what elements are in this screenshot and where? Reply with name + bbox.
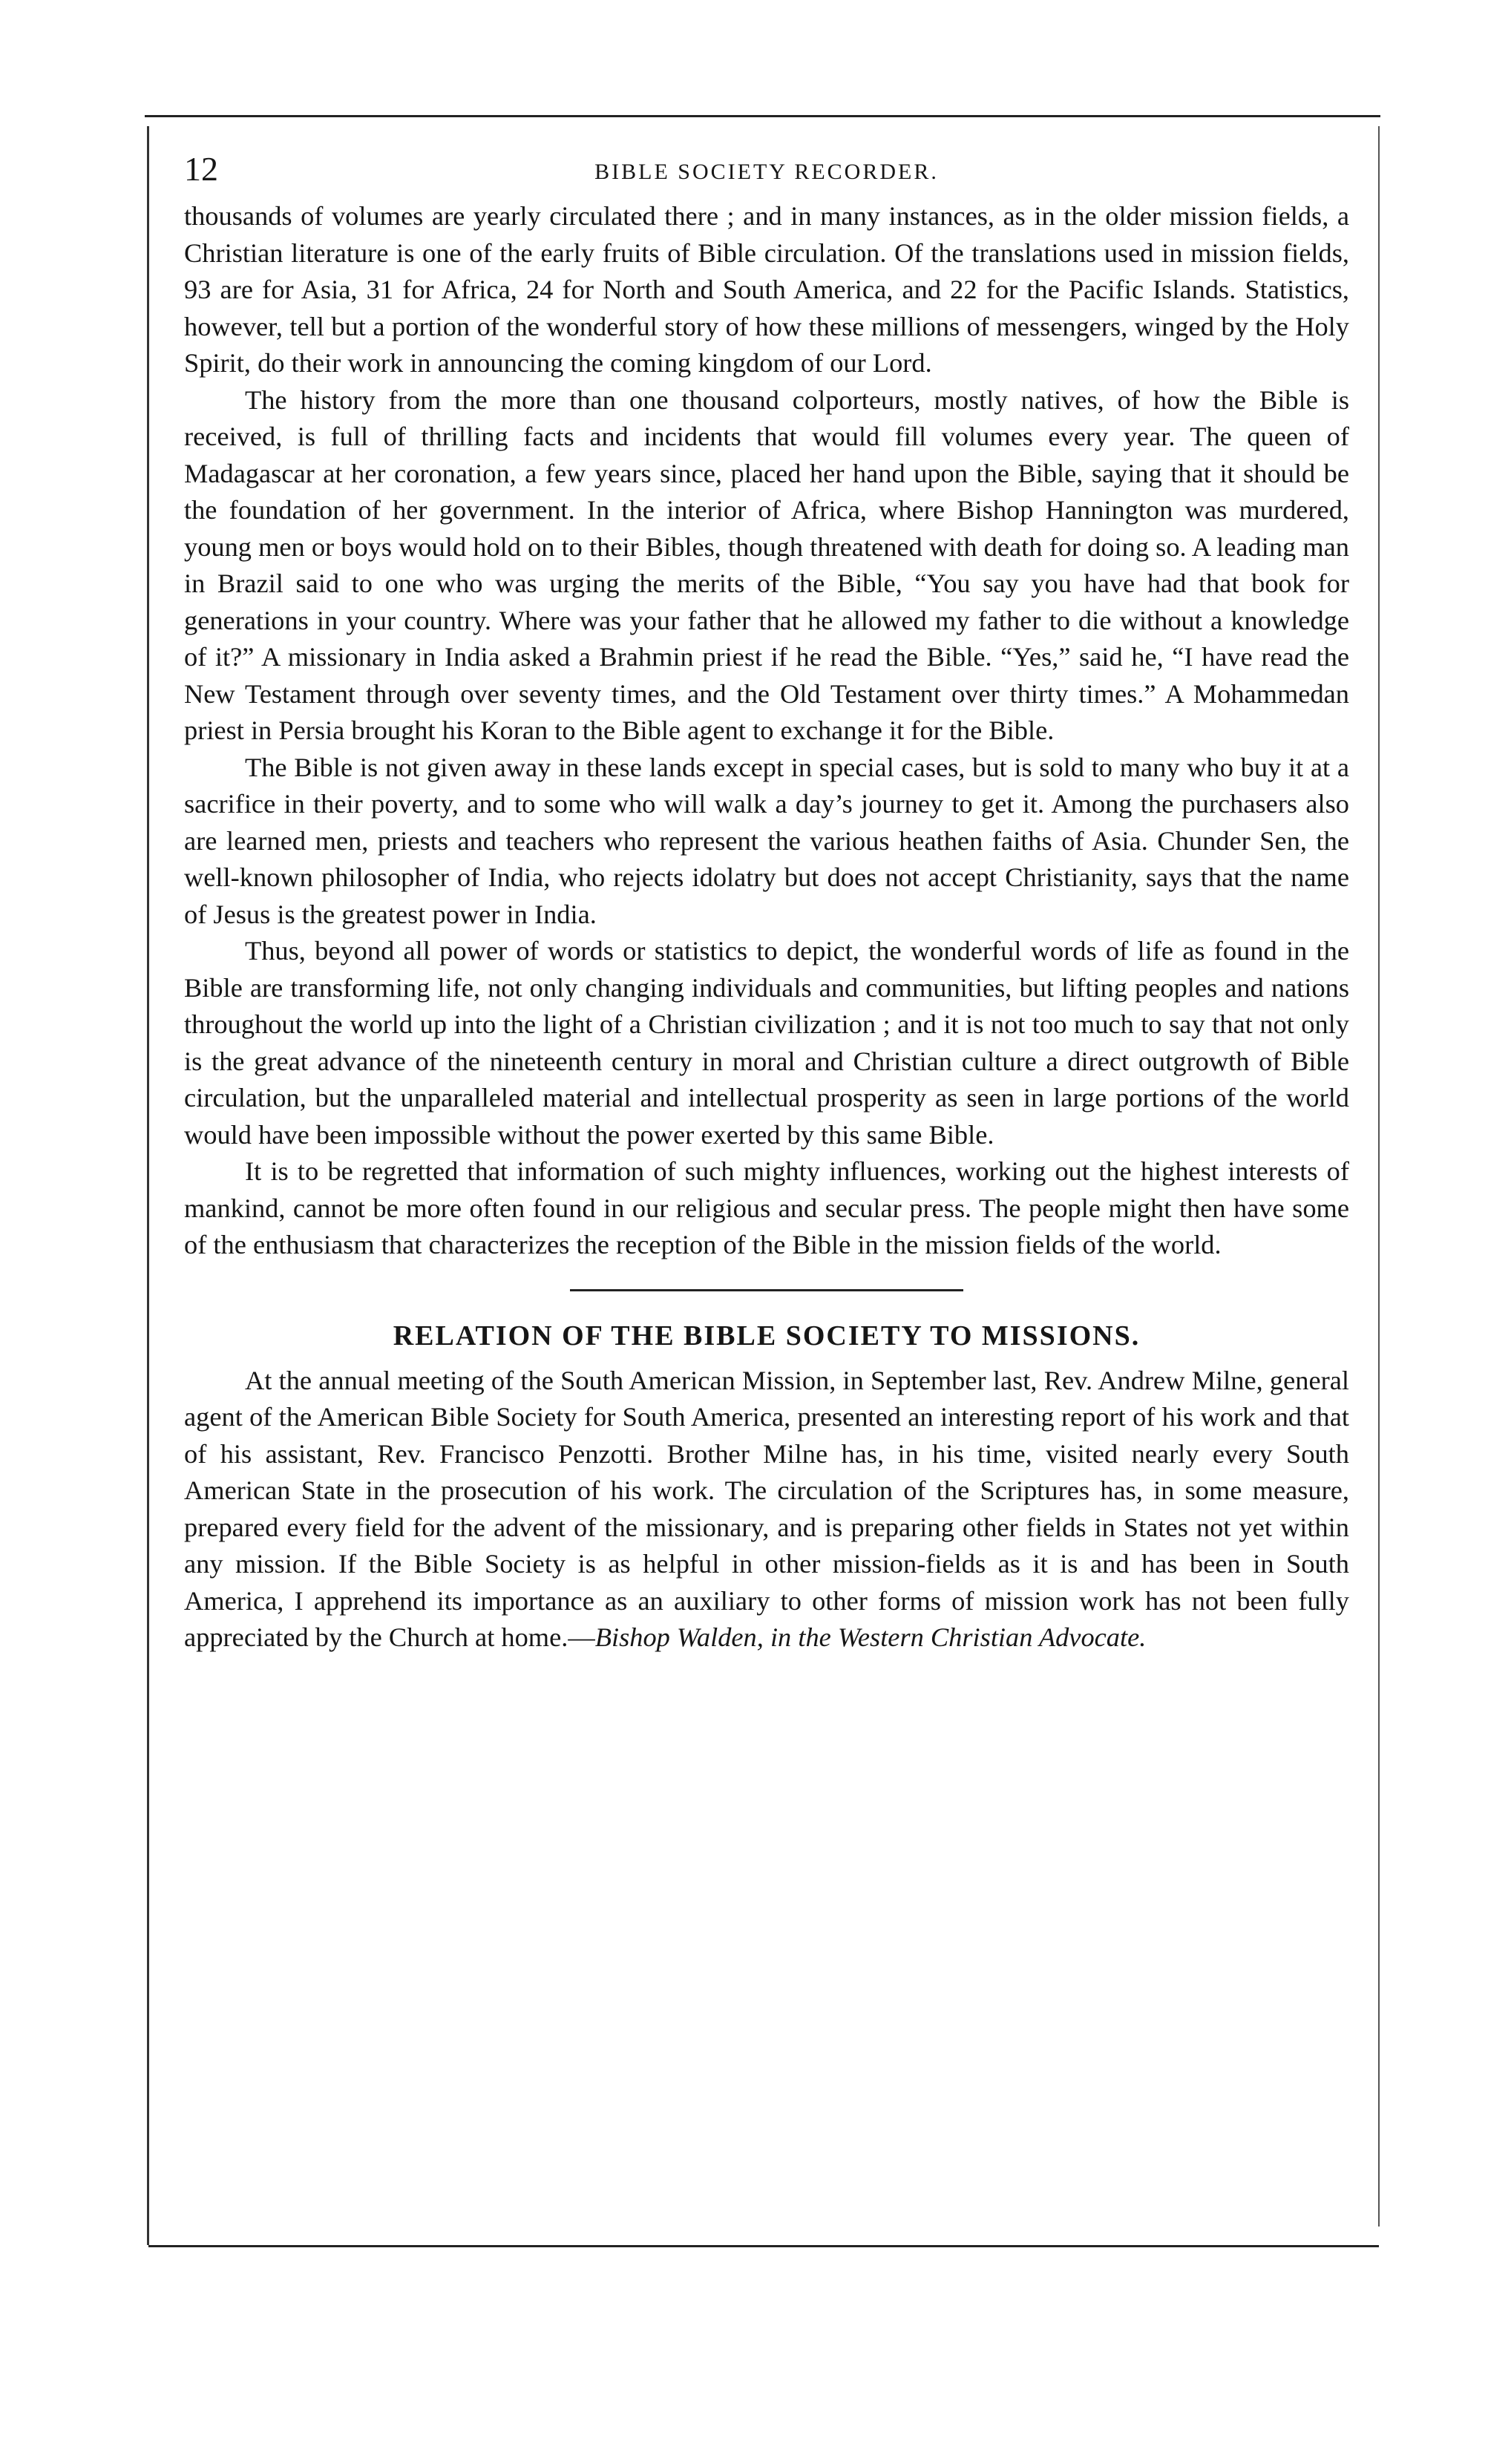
page-content — [184, 152, 1349, 1657]
missions-paragraph — [184, 1363, 1349, 1657]
journal-title: BIBLE SOCIETY RECORDER. — [594, 160, 939, 184]
bottom-rule — [148, 2245, 1379, 2247]
left-margin-rule — [147, 126, 149, 2245]
top-rule — [145, 115, 1380, 117]
article-paragraph-3: The Bible is not given away in these lands except in special cases, but is sold to many who buy it at a sacrifice in their poverty, and to some who will walk a day’s journey to get it. Among the purchasers also are learned men, priests and teachers who represent the various heathen faiths of Asia. Chunder Sen, the well-known philosopher of India, who rejects idolatry but does not accept Christianity, says that the name of Jesus is the greatest power in India. — [184, 752, 1349, 929]
section-divider — [570, 1289, 963, 1291]
section-heading: RELATION OF THE BIBLE SOCIETY TO MISSIONS. — [393, 1320, 1141, 1351]
right-margin-rule — [1378, 126, 1380, 2227]
missions-body: At the annual meeting of the South American Mission, in September last, Rev. Andrew Milne, general agent of the American Bible Society for South America, presented an interesting report of his work and that of his assistant, Rev. Francisco Penzotti. Brother Milne has, in his time, visited nearly every South American State in the prosecution of his work. The circulation of the Scriptures has, in some measure, prepared every field for the advent of the missionary, and is preparing other fields in States not yet within any mission. If the Bible Society is as helpful in other mission-fields as it is and has been in South America, I apprehend its importance as an auxiliary to other forms of mission work has not been fully appreciated by the Church at home.— — [184, 1365, 1349, 1652]
article-paragraph-2: The history from the more than one thousand colporteurs, mostly natives, of how the Bible is received, is full of thrilling facts and incidents that would fill volumes every year. The queen of Madagascar at her coronation, a few years since, placed her hand upon the Bible, saying that it should be the foundation of her government. In the interior of Africa, where Bishop Hannington was murdered, young men or boys would hold on to their Bibles, though threatened with death for doing so. A leading man in Brazil said to one who was urging the merits of the Bible, “You say you have had that book for generations in your country. Where was your father that he allowed my father to die without a knowledge of it?” A missionary in India asked a Brahmin priest if he read the Bible. “Yes,” said he, “I have read the New Testament through over seventy times, and the Old Testament over thirty times.” A Mohammedan priest in Persia brought his Koran to the Bible agent to exchange it for the Bible. — [184, 384, 1349, 745]
attribution: Bishop Walden, in the Western Christian Advocate. — [594, 1622, 1147, 1652]
page-number: 12 — [184, 150, 218, 188]
article-paragraph-4: Thus, beyond all power of words or statistics to depict, the wonderful words of life as found in the Bible are transforming life, not only changing individuals and communities, but lifting peoples and nations throughout the world up into the light of a Christian civilization ; and it is not too much to say that not only is the great advance of the nineteenth century in moral and Christian culture a direct outgrowth of Bible circulation, but the unparalleled material and intellectual prosperity as seen in large portions of the world would have been impossible without the power exerted by this same Bible. — [184, 936, 1349, 1150]
article-paragraph-5: It is to be regretted that information of such mighty influences, working out the highest interests of mankind, cannot be more often found in our religious and secular press. The people might then have some of the enthusiasm that characterizes the reception of the Bible in the mission fields of the world. — [184, 1156, 1349, 1259]
running-head — [184, 152, 1349, 198]
article-paragraph-1: thousands of volumes are yearly circulated there ; and in many instances, as in the older mission fields, a Christian literature is one of the early fruits of Bible circulation. Of the translations used in mission fields, 93 are for Asia, 31 for Africa, 24 for North and South America, and 22 for the Pacific Islands. Statistics, however, tell but a portion of the wonderful story of how these millions of messengers, winged by the Holy Spirit, do their work in announcing the coming kingdom of our Lord. — [184, 201, 1349, 378]
